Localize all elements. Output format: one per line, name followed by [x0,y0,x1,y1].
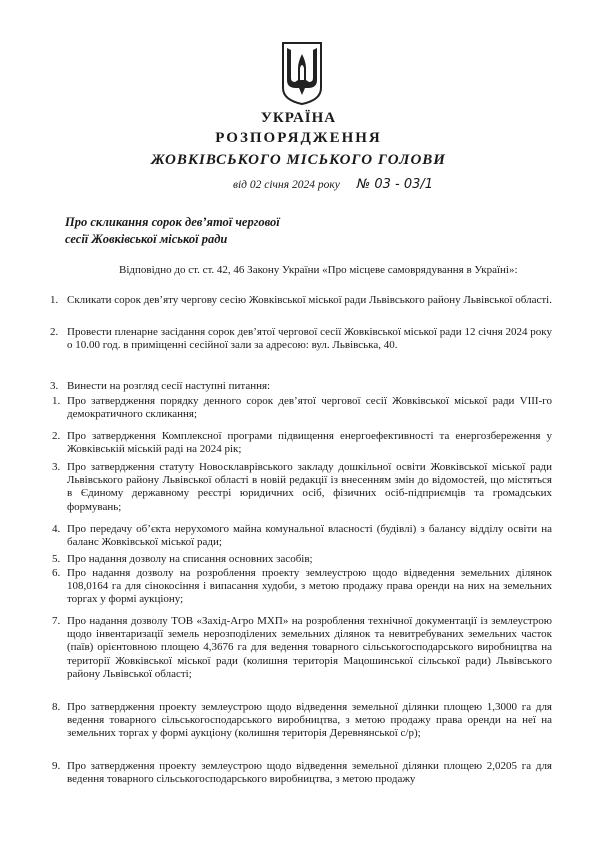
preamble-paragraph: Відповідно до ст. ст. 42, 46 Закону України «Про місцеве самоврядування в Україні»: [119,264,518,276]
agenda-item [52,523,552,551]
agenda-item [52,615,552,695]
point-number: 2. [50,326,59,338]
document-number: № 03 - 03/1 [356,177,434,192]
agenda-text: Про передачу об’єкта нерухомого майна комунальної власності (будівлі) з балансу відділу освіти на баланс Жовківської міської ради; [67,523,552,549]
document-date: від 02 січня 2024 року [233,179,340,191]
agenda-item [52,395,552,423]
agenda-text: Про затвердження статуту Новосклаврівського закладу дошкільної освіти Жовківської міської ради Львівського району Львівської області в новій редакції із внесенням змін до відомостей, що містяться в Єдиному державному реєстрі юридичних осіб, фізичних осіб-підприємців та громадських формувань; [67,461,552,513]
agenda-item [52,553,552,567]
agenda-number: 4. [52,523,61,535]
agenda-text: Про надання дозволу на списання основних засобів; [67,553,313,565]
document-subject [65,214,365,248]
agenda-number: 2. [52,430,61,442]
point-item [50,380,552,394]
point-number: 1. [50,294,59,306]
agenda-text: Про надання дозволу ТОВ «Захід-Агро МХП» на розроблення технічної документації із землеустрою щодо інвентаризації земель нерозподілених земельних ділянок та невитребуваних земельних часток (паїв) орієнтовною площею 4,3676 га для ведення товарного сільськогосподарського виробництва на території Жовківської міської ради (колишня територія Мацошинської сільської ради) Львівського району Львівської області; [67,615,552,680]
agenda-text: Про затвердження порядку денного сорок дев’ятої чергової сесії Жовківської міської ради VIII-го демократичного скликання; [67,395,552,421]
country-title: УКРАЇНА [260,110,337,126]
agenda-number: 1. [52,395,61,407]
agenda-text: Про затвердження проекту землеустрою щодо відведення земельної ділянки площею 2,0205 га для ведення товарного сільськогосподарського виробництва, з метою продажу [67,760,552,786]
agenda-number: 7. [52,615,61,627]
agenda-item [52,430,552,458]
issuer-title: ЖОВКІВСЬКОГО МІСЬКОГО ГОЛОВИ [151,152,446,168]
document-type-title: РОЗПОРЯДЖЕННЯ [215,130,382,146]
agenda-number: 3. [52,461,61,473]
agenda-text: Про затвердження проекту землеустрою щодо відведення земельної ділянки площею 1,3000 га для ведення товарного сільськогосподарського виробництва, з метою продажу права оренди на неї на земельних торгах у формі аукціону (колишня територія Деревнянської с/р); [67,701,552,740]
point-text: Провести пленарне засідання сорок дев’ятої чергової сесії Жовківської міської ради 12 січня 2024 року о 10.00 год. в приміщенні сесійної зали за адресою: вул. Львівська, 40. [67,326,552,352]
point-text: Винести на розгляд сесії наступні питання: [67,380,271,392]
point-number: 3. [50,380,59,392]
subject-line-1: Про скликання сорок дев’ятої чергової [65,215,280,229]
agenda-text: Про затвердження Комплексної програми підвищення енергоефективності та енергозбереження у Жовківській міській раді на 2024 рік; [67,430,552,456]
agenda-item [52,760,552,805]
point-item [50,294,552,322]
point-text: Скликати сорок дев’яту чергову сесію Жовківської міської ради Львівського району Львівської області. [67,294,552,306]
agenda-number: 9. [52,760,61,772]
agenda-number: 8. [52,701,61,713]
agenda-item [52,701,552,759]
agenda-item [52,461,552,519]
trident-emblem-icon [280,40,324,106]
point-item [50,326,552,371]
agenda-item [52,567,552,611]
agenda-number: 6. [52,567,61,579]
agenda-number: 5. [52,553,61,565]
date-line [233,177,433,192]
subject-line-2: сесії Жовківської міської ради [65,232,228,246]
agenda-text: Про надання дозволу на розроблення проекту землеустрою щодо відведення земельних ділянок 108,0164 га для сінокосіння і випасання худоби, з метою продажу права оренди на них на земельних торгах у формі аукціону; [67,567,552,606]
